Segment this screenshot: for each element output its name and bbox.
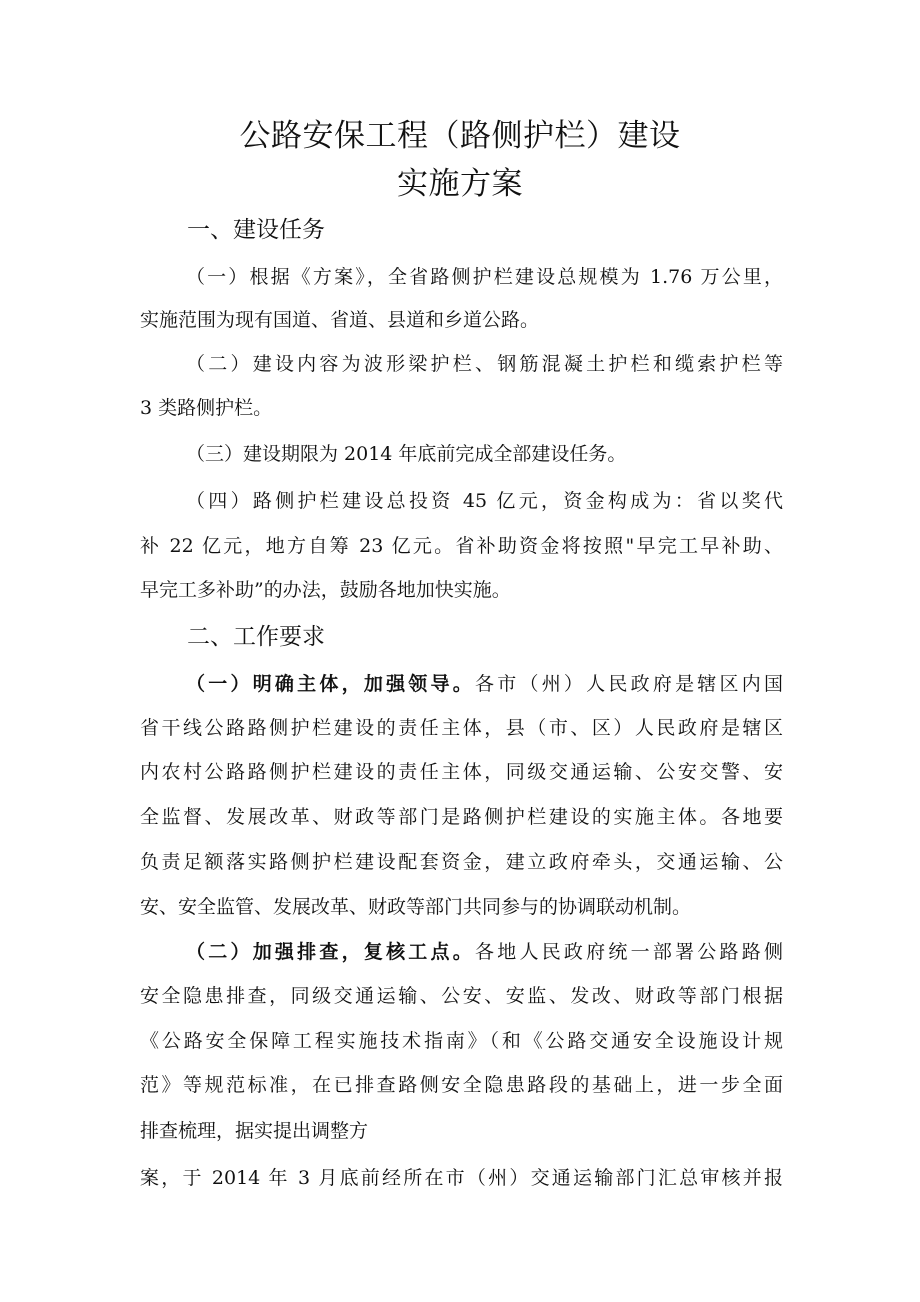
paragraph-line: 补 22 亿元，地方自筹 23 亿元。省补助资金将按照"早完工早补助、 [140,535,783,557]
paragraph-line: 早完工多补助”的办法，鼓励各地加快实施。 [140,579,511,601]
section-heading-1: 一、建设任务 [187,217,325,243]
paragraph-lead: （一）明确主体，加强领导。 [186,673,475,695]
paragraph-line: 实施范围为现有国道、省道、县道和乡道公路。 [140,309,540,331]
paragraph-line: （四）路侧护栏建设总投资 45 亿元，资金构成为：省以奖代 [186,490,783,512]
paragraph-line: 省干线公路路侧护栏建设的责任主体，县（市、区）人民政府是辖区 [140,717,783,739]
paragraph-line: （三）建设期限为 2014 年底前完成全部建设任务。 [186,443,627,465]
paragraph-lead: （二）加强排查，复核工点。 [186,941,475,963]
paragraph-line: 3 类路侧护栏。 [140,397,273,419]
paragraph-line: 内农村公路路侧护栏建设的责任主体，同级交通运输、公安交警、安 [140,761,783,783]
paragraph-line [186,670,783,698]
paragraph-line: 排查梳理，据实提出调整方 [140,1120,369,1142]
paragraph-text: 各地人民政府统一部署公路路侧 [475,941,783,963]
section-heading-2: 二、工作要求 [187,624,325,650]
paragraph-line: 《公路安全保障工程实施技术指南》（和《公路交通安全设施设计规 [140,1030,783,1052]
paragraph-line: 案，于 2014 年 3 月底前经所在市（州）交通运输部门汇总审核并报 [140,1167,783,1189]
paragraph-line: 安、安全监管、发展改革、财政等部门共同参与的协调联动机制。 [140,896,692,918]
paragraph-text: 各市（州）人民政府是辖区内国 [475,673,783,695]
paragraph-line: 全监督、发展改革、财政等部门是路侧护栏建设的实施主体。各地要 [140,806,783,828]
paragraph-line: （二）建设内容为波形梁护栏、钢筋混凝土护栏和缆索护栏等 [186,353,783,375]
paragraph-line [186,938,783,966]
paragraph-line: （一）根据《方案》，全省路侧护栏建设总规模为 1.76 万公里， [186,266,783,288]
document-title: 公路安保工程（路侧护栏）建设 [239,118,681,154]
paragraph-line: 安全隐患排查，同级交通运输、公安、安监、发改、财政等部门根据 [140,985,783,1007]
paragraph-line: 负责足额落实路侧护栏建设配套资金，建立政府牵头，交通运输、公 [140,851,783,873]
paragraph-line: 范》等规范标准，在已排查路侧安全隐患路段的基础上，进一步全面 [140,1074,783,1096]
document-subtitle: 实施方案 [397,166,523,202]
